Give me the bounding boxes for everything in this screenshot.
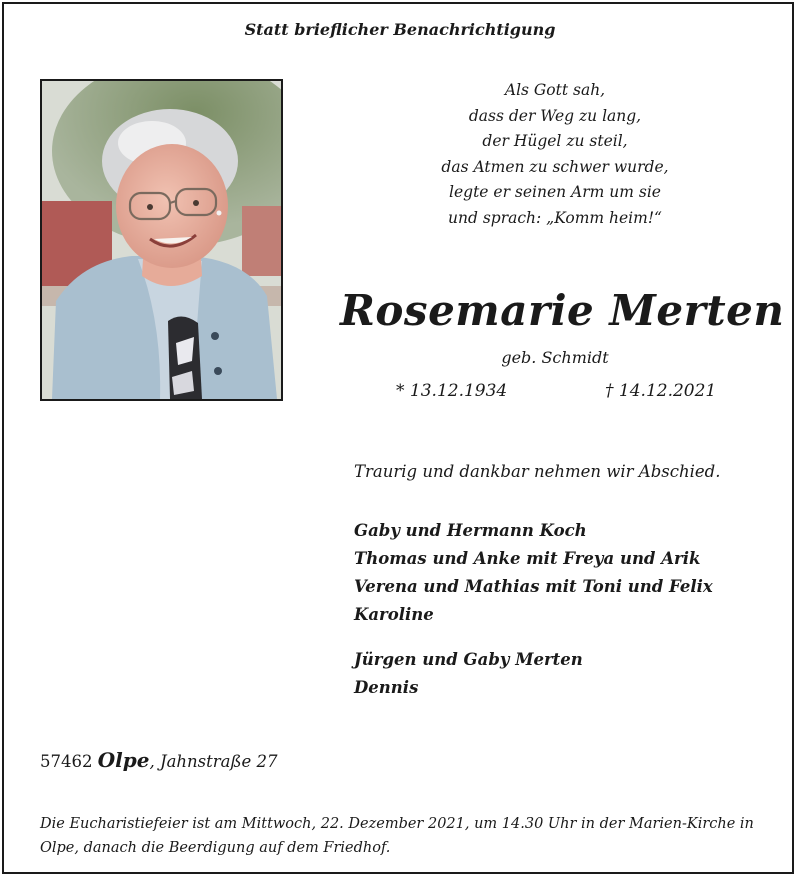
poem — [380, 78, 730, 231]
deceased-name: Rosemarie Merten — [340, 286, 785, 335]
poem-line: der Hügel zu steil, — [482, 132, 628, 150]
service-info: Die Eucharistiefeier ist am Mittwoch, 22. Dezember 2021, um 14.30 Uhr in der Marien-Kirche in Olpe, danach die Beerdigung auf dem Friedhof. — [40, 816, 754, 856]
poem-line: Als Gott sah, — [504, 81, 606, 99]
mourner-line: Thomas und Anke mit Freya und Arik — [354, 549, 701, 568]
death-date: † 14.12.2021 — [605, 381, 717, 401]
address-zip: 57462 — [40, 752, 93, 771]
poem-line: und sprach: „Komm heim!“ — [448, 208, 662, 227]
mourner-line: Gaby und Hermann Koch — [354, 521, 587, 540]
poem-line: legte er seinen Arm um sie — [449, 183, 661, 201]
birth-date: * 13.12.1934 — [396, 381, 508, 401]
mourners-group-1 — [354, 517, 713, 629]
notice-header: Statt brieflicher Benachrichtigung — [244, 20, 556, 39]
mourner-line: Dennis — [354, 678, 419, 697]
address-street: , Jahnstraße 27 — [149, 752, 278, 771]
poem-line: das Atmen zu schwer wurde, — [441, 157, 669, 176]
portrait-photo — [40, 79, 283, 401]
mourner-line: Verena und Mathias mit Toni und Felix — [354, 577, 713, 596]
mourner-line: Karoline — [354, 605, 434, 624]
mourner-line: Jürgen und Gaby Merten — [354, 650, 583, 669]
birth-name: geb. Schmidt — [501, 348, 609, 367]
poem-line: dass der Weg zu lang, — [468, 106, 642, 125]
farewell-text: Traurig und dankbar nehmen wir Abschied. — [354, 462, 721, 481]
address — [40, 748, 278, 772]
mourners-group-2 — [354, 646, 583, 702]
address-city: Olpe — [97, 748, 150, 772]
